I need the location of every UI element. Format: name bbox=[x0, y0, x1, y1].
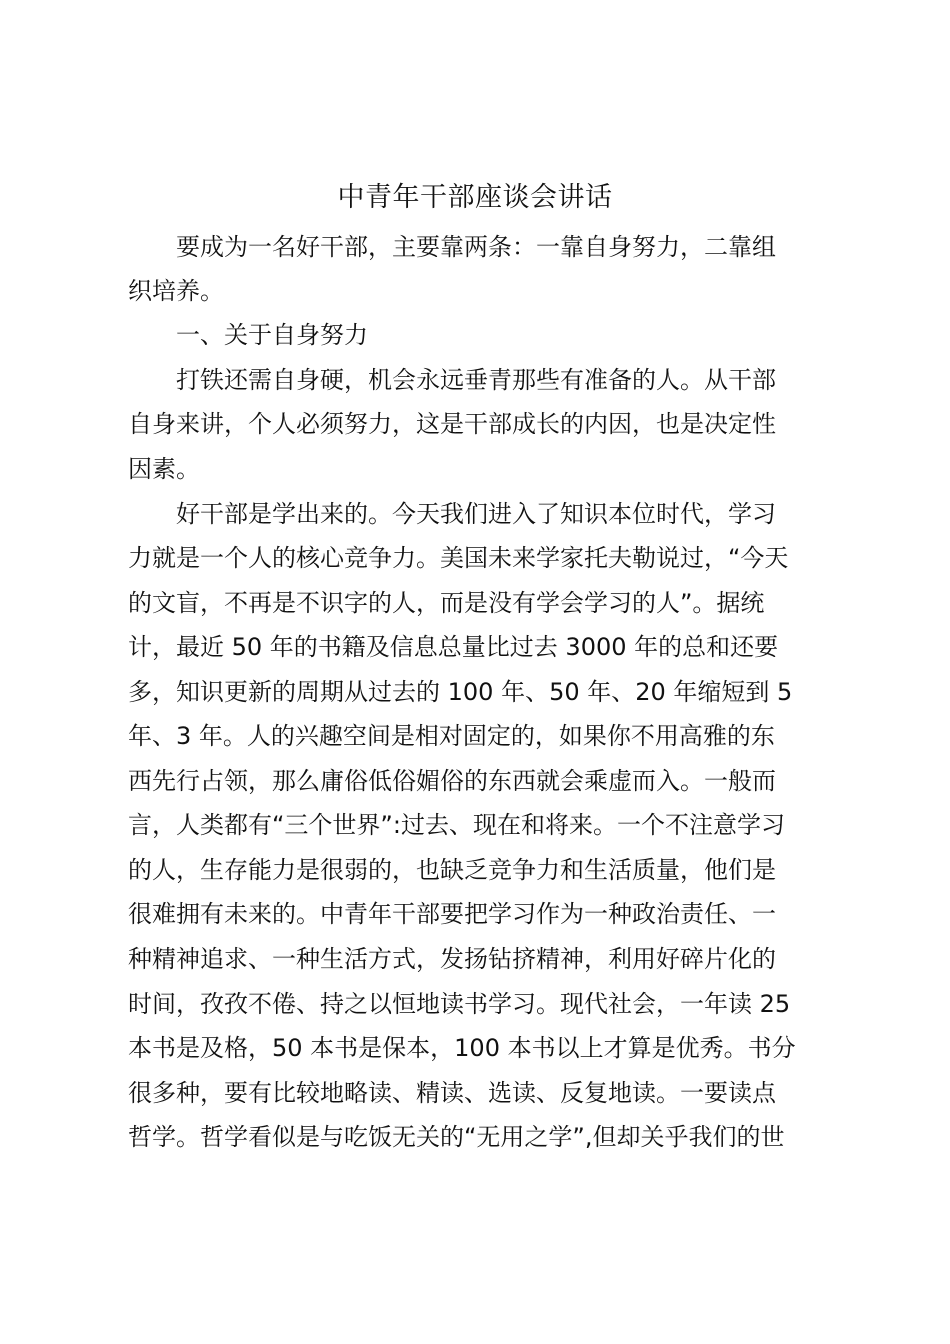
text-line: 哲学。哲学看似是与吃饭无关的“无用之学”,但却关乎我们的世 bbox=[128, 1123, 785, 1151]
text-line: 很多种，要有比较地略读、精读、选读、反复地读。一要读点 bbox=[128, 1079, 776, 1107]
text-line: 很难拥有未来的。中青年干部要把学习作为一种政治责任、一 bbox=[128, 900, 776, 928]
text-line: 打铁还需自身硬，机会永远垂青那些有准备的人。从干部 bbox=[128, 366, 776, 394]
text-line: 织培养。 bbox=[128, 277, 224, 305]
page-title: 中青年干部座谈会讲话 bbox=[337, 182, 613, 213]
text-line: 年、3 年。人的兴趣空间是相对固定的，如果你不用高雅的东 bbox=[128, 722, 775, 750]
text-line: 本书是及格，50 本书是保本，100 本书以上才算是优秀。书分 bbox=[128, 1034, 796, 1062]
text-line: 种精神追求、一种生活方式，发扬钻挤精神，利用好碎片化的 bbox=[128, 945, 776, 973]
text-line: 要成为一名好干部，主要靠两条：一靠自身努力，二靠组 bbox=[128, 233, 776, 261]
text-line: 计，最近 50 年的书籍及信息总量比过去 3000 年的总和还要 bbox=[128, 633, 779, 661]
text-line: 多，知识更新的周期从过去的 100 年、50 年、20 年缩短到 5 bbox=[128, 678, 793, 706]
text-line: 的人，生存能力是很弱的，也缺乏竞争力和生活质量，他们是 bbox=[128, 856, 776, 884]
text-line: 好干部是学出来的。今天我们进入了知识本位时代，学习 bbox=[128, 500, 776, 528]
text-line: 西先行占领，那么庸俗低俗媚俗的东西就会乘虚而入。一般而 bbox=[128, 767, 776, 795]
text-line: 力就是一个人的核心竞争力。美国未来学家托夫勒说过，“今天 bbox=[128, 544, 789, 572]
text-line: 时间，孜孜不倦、持之以恒地读书学习。现代社会，一年读 25 bbox=[128, 990, 791, 1018]
text-line: 自身来讲，个人必须努力，这是干部成长的内因，也是决定性 bbox=[128, 410, 776, 438]
text-line: 的文盲，不再是不识字的人，而是没有学会学习的人”。据统 bbox=[128, 589, 765, 617]
text-line: 因素。 bbox=[128, 455, 200, 483]
section-heading: 一、关于自身努力 bbox=[128, 321, 368, 349]
text-line: 言，人类都有“三个世界”:过去、现在和将来。一个不注意学习 bbox=[128, 811, 785, 839]
